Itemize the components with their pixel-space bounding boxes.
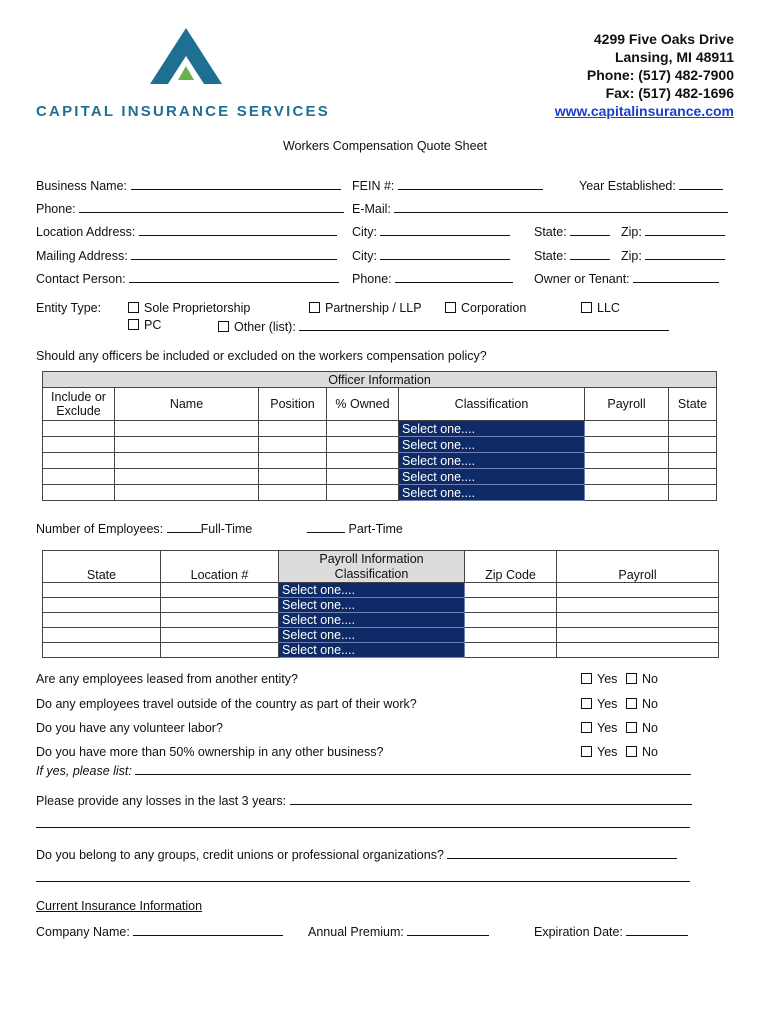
mailing-address-field[interactable]: [36, 247, 337, 263]
classification-select[interactable]: Select one....: [399, 421, 585, 437]
contact-phone-field[interactable]: [352, 270, 513, 286]
col-state: State: [43, 551, 161, 583]
pc-checkbox[interactable]: [128, 318, 161, 332]
table-row: [43, 453, 717, 469]
cell[interactable]: [557, 583, 719, 598]
label: State:: [534, 249, 567, 263]
classification-header: Classification: [334, 566, 409, 581]
cell[interactable]: [115, 437, 259, 453]
label: Mailing Address:: [36, 249, 128, 263]
cell[interactable]: [115, 421, 259, 437]
label: Please provide any losses in the last 3 years:: [36, 794, 287, 808]
cell[interactable]: [669, 453, 717, 469]
label: Location Address:: [36, 225, 136, 239]
col-classification: Classification: [399, 388, 585, 421]
label: Contact Person:: [36, 272, 126, 286]
volunteer-no-checkbox[interactable]: [626, 721, 658, 735]
company-name: CAPITAL INSURANCE SERVICES: [36, 103, 330, 120]
classification-select[interactable]: Select one....: [399, 469, 585, 485]
cell[interactable]: [259, 485, 327, 501]
company-address: [555, 30, 734, 120]
classification-select[interactable]: Select one....: [399, 485, 585, 501]
cell[interactable]: [557, 613, 719, 628]
payroll-table: [42, 550, 719, 658]
option-label: Yes: [597, 672, 618, 686]
label: Company Name:: [36, 925, 130, 939]
option-label: No: [642, 697, 658, 711]
llc-checkbox[interactable]: [581, 301, 620, 315]
cell[interactable]: [557, 643, 719, 658]
label: FEIN #:: [352, 179, 395, 193]
cell[interactable]: [327, 437, 399, 453]
part-time-employees-field[interactable]: [307, 520, 403, 536]
option-label: Sole Proprietorship: [144, 301, 251, 315]
annual-premium-field[interactable]: [308, 923, 489, 939]
email-field[interactable]: [352, 200, 728, 216]
cell[interactable]: [585, 437, 669, 453]
year-established-field[interactable]: [579, 177, 723, 193]
classification-select[interactable]: Select one....: [279, 643, 465, 658]
losses-field[interactable]: [36, 792, 692, 808]
volunteer-yes-checkbox[interactable]: [581, 721, 617, 735]
full-time-employees-field[interactable]: [36, 520, 252, 536]
label: Owner or Tenant:: [534, 272, 630, 286]
question-volunteer: Do you have any volunteer labor?: [36, 721, 223, 735]
cell[interactable]: [115, 453, 259, 469]
classification-select[interactable]: Select one....: [279, 583, 465, 598]
mailing-city-field[interactable]: [352, 247, 510, 263]
cell[interactable]: [669, 469, 717, 485]
website-link[interactable]: www.capitalinsurance.com: [554, 103, 734, 119]
phone-field[interactable]: [36, 200, 344, 216]
option-label: No: [642, 745, 658, 759]
col-classification: [279, 551, 465, 583]
cell[interactable]: [161, 598, 279, 613]
question-travel: Do any employees travel outside of the country as part of their work?: [36, 697, 417, 711]
classification-select[interactable]: Select one....: [399, 437, 585, 453]
officer-table: [42, 371, 717, 501]
officers-question: Should any officers be included or excluded on the workers compensation policy?: [36, 349, 487, 363]
cell[interactable]: [259, 437, 327, 453]
phone-line: Phone: (517) 482-7900: [586, 67, 734, 83]
corporation-checkbox[interactable]: [445, 301, 526, 315]
table-row: [43, 421, 717, 437]
label: State:: [534, 225, 567, 239]
cell[interactable]: [161, 613, 279, 628]
cell[interactable]: [327, 421, 399, 437]
other-checkbox[interactable]: [218, 318, 669, 334]
cell[interactable]: [585, 469, 669, 485]
option-label: No: [642, 721, 658, 735]
label: Expiration Date:: [534, 925, 623, 939]
label: Zip:: [621, 249, 642, 263]
cell[interactable]: [327, 453, 399, 469]
label: E-Mail:: [352, 202, 391, 216]
option-label: No: [642, 672, 658, 686]
cell[interactable]: [115, 469, 259, 485]
cell[interactable]: [465, 628, 557, 643]
question-ownership: Do you have more than 50% ownership in any other business?: [36, 745, 384, 759]
col-percent-owned: % Owned: [327, 388, 399, 421]
option-label: LLC: [597, 301, 620, 315]
col-payroll: Payroll: [557, 551, 719, 583]
groups-line-2[interactable]: [36, 869, 690, 882]
location-city-field[interactable]: [352, 223, 510, 239]
option-label: Yes: [597, 697, 618, 711]
expiration-date-field[interactable]: [534, 923, 688, 939]
label: If yes, please list:: [36, 764, 132, 778]
table-row: [43, 583, 719, 598]
cell[interactable]: [465, 643, 557, 658]
label: City:: [352, 249, 377, 263]
cell[interactable]: [43, 598, 161, 613]
col-location: Location #: [161, 551, 279, 583]
cell[interactable]: [327, 469, 399, 485]
cell[interactable]: [161, 583, 279, 598]
ownership-yes-checkbox[interactable]: [581, 745, 617, 759]
classification-select[interactable]: Select one....: [279, 628, 465, 643]
mailing-zip-field[interactable]: [621, 247, 725, 263]
classification-select[interactable]: Select one....: [399, 453, 585, 469]
cell[interactable]: [43, 421, 115, 437]
location-address-field[interactable]: [36, 223, 337, 239]
address-line: Lansing, MI 48911: [614, 49, 734, 65]
table-row: [43, 485, 717, 501]
cell[interactable]: [327, 485, 399, 501]
travel-yes-checkbox[interactable]: [581, 697, 617, 711]
entity-type-label: Entity Type:: [36, 301, 102, 315]
cell[interactable]: [259, 453, 327, 469]
option-label: Other (list):: [234, 320, 296, 334]
table-row: [43, 613, 719, 628]
location-state-field[interactable]: [534, 223, 610, 239]
cell[interactable]: [585, 453, 669, 469]
label: Phone:: [352, 272, 392, 286]
cell[interactable]: [43, 643, 161, 658]
cell[interactable]: [585, 485, 669, 501]
option-label: Partnership / LLP: [325, 301, 422, 315]
cell[interactable]: [161, 628, 279, 643]
cell[interactable]: [259, 421, 327, 437]
col-position: Position: [259, 388, 327, 421]
cell[interactable]: [43, 469, 115, 485]
fein-field[interactable]: [352, 177, 543, 193]
current-insurance-heading: Current Insurance Information: [36, 899, 203, 913]
sole-proprietorship-checkbox[interactable]: [128, 301, 250, 315]
mailing-state-field[interactable]: [534, 247, 610, 263]
table-row: [43, 598, 719, 613]
col-zip-code: Zip Code: [465, 551, 557, 583]
option-label: PC: [144, 318, 162, 332]
table-row: [43, 469, 717, 485]
page-title: Workers Compensation Quote Sheet: [282, 139, 488, 153]
option-label: Yes: [597, 721, 618, 735]
cell[interactable]: [43, 453, 115, 469]
label: Zip:: [621, 225, 642, 239]
col-name: Name: [115, 388, 259, 421]
cell[interactable]: [669, 485, 717, 501]
label: Do you belong to any groups, credit unions or professional organizations?: [36, 848, 444, 862]
option-label: Corporation: [461, 301, 527, 315]
table-row: [43, 643, 719, 658]
col-state: State: [669, 388, 717, 421]
cell[interactable]: [669, 421, 717, 437]
label: Year Established:: [579, 179, 676, 193]
fax-line: Fax: (517) 482-1696: [605, 85, 734, 101]
col-payroll: Payroll: [585, 388, 669, 421]
cell[interactable]: [115, 485, 259, 501]
leased-no-checkbox[interactable]: [626, 672, 658, 686]
losses-line-2[interactable]: [36, 815, 690, 828]
address-line: 4299 Five Oaks Drive: [593, 31, 734, 47]
option-label: Yes: [597, 745, 618, 759]
label: Full-Time: [200, 522, 253, 536]
officer-table-title: Officer Information: [43, 372, 717, 388]
cell[interactable]: [465, 598, 557, 613]
classification-select[interactable]: Select one....: [279, 613, 465, 628]
groups-field[interactable]: [36, 846, 677, 862]
classification-select[interactable]: Select one....: [279, 598, 465, 613]
cell[interactable]: [259, 469, 327, 485]
cell[interactable]: [465, 613, 557, 628]
label: Part-Time: [348, 522, 403, 536]
cell[interactable]: [43, 485, 115, 501]
label: Annual Premium:: [308, 925, 404, 939]
partnership-checkbox[interactable]: [309, 301, 422, 315]
cell[interactable]: [465, 583, 557, 598]
location-zip-field[interactable]: [621, 223, 725, 239]
label: City:: [352, 225, 377, 239]
cell[interactable]: [585, 421, 669, 437]
leased-yes-checkbox[interactable]: [581, 672, 617, 686]
cell[interactable]: [43, 583, 161, 598]
travel-no-checkbox[interactable]: [626, 697, 658, 711]
owner-tenant-field[interactable]: [534, 270, 719, 286]
col-include-exclude: Include or Exclude: [43, 388, 115, 421]
payroll-table-title: Payroll Information: [319, 551, 424, 566]
business-name-field[interactable]: [36, 177, 341, 193]
label: Phone:: [36, 202, 76, 216]
cell[interactable]: [161, 643, 279, 658]
company-name-field[interactable]: [36, 923, 283, 939]
contact-person-field[interactable]: [36, 270, 339, 286]
label: Business Name:: [36, 179, 128, 193]
label: Number of Employees:: [36, 522, 164, 536]
table-row: [43, 437, 717, 453]
if-yes-list-field[interactable]: [36, 762, 691, 778]
table-row: [43, 628, 719, 643]
cell[interactable]: [43, 437, 115, 453]
question-leased: Are any employees leased from another entity?: [36, 672, 298, 686]
cell[interactable]: [669, 437, 717, 453]
company-logo: [150, 28, 222, 86]
cell[interactable]: [43, 613, 161, 628]
ownership-no-checkbox[interactable]: [626, 745, 658, 759]
cell[interactable]: [557, 598, 719, 613]
cell[interactable]: [557, 628, 719, 643]
cell[interactable]: [43, 628, 161, 643]
